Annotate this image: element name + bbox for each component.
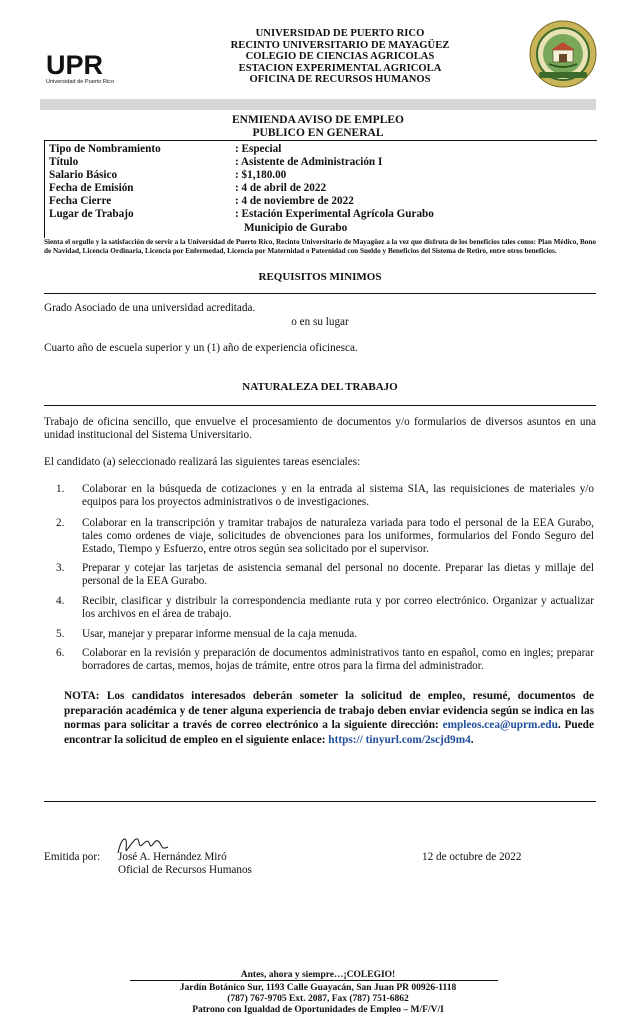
issuer-name: José A. Hernández Miró	[118, 851, 227, 863]
task-number: 5.	[56, 628, 65, 640]
info-value: : 4 de abril de 2022	[235, 182, 327, 194]
info-value: : Especial	[235, 143, 282, 155]
info-value: : Asistente de Administración I	[235, 156, 383, 168]
task-text: Preparar y cotejar las tarjetas de asistencia semanal del personal no docente. Preparar las dietas y millaje del personal de la EEA Gurabo.	[82, 562, 594, 587]
email-link[interactable]: empleos.cea@uprm.edu	[442, 719, 558, 731]
application-url-link[interactable]: https:// tinyurl.com/2scjd9m4	[328, 733, 471, 746]
info-value: : 4 de noviembre de 2022	[235, 195, 354, 207]
job-info-box	[44, 140, 597, 238]
footer-phone: (787) 767-9705 Ext. 2087, Fax (787) 751-6862	[227, 994, 409, 1004]
list-item	[56, 562, 594, 588]
requisito-line-1: Grado Asociado de una universidad acreditada.	[44, 302, 256, 314]
issue-date: 12 de octubre de 2022	[422, 851, 522, 863]
info-value: Municipio de Gurabo	[244, 222, 348, 234]
section-divider	[44, 801, 596, 802]
task-number: 2.	[56, 517, 65, 529]
institution-header	[180, 28, 500, 86]
task-text: Recibir, clasificar y distribuir la correspondencia mediante ruta y por correo electrónico. Organizar y actualizar los archivos en el área de trabajo.	[82, 595, 594, 620]
info-label: Fecha de Emisión	[49, 182, 134, 194]
footer-divider	[130, 980, 498, 981]
info-label: Tipo de Nombramiento	[49, 143, 161, 155]
benefits-text: Sienta el orgullo y la satisfacción de servir a la Universidad de Puerto Rico, Recinto Universitario de Mayagüez a la vez que disfruta de los beneficios tales como: Plan Médico, Bono de Navidad, Licencia Ordinaria, Licencia por Enfermedad, Licencia por Maternidad o Paternidad con Sueldo y Beneficios del Sistema de Retiro, entre otros beneficios.	[44, 238, 596, 255]
naturaleza-intro: El candidato (a) seleccionado realizará las siguientes tareas esenciales:	[44, 456, 361, 468]
header-line: RECINTO UNIVERSITARIO DE MAYAGÜEZ	[230, 39, 450, 51]
naturaleza-title: NATURALEZA DEL TRABAJO	[242, 381, 398, 393]
section-divider	[44, 293, 596, 294]
seal-icon	[529, 20, 597, 88]
note-text: . Puede encontrar la solicitud de empleo en el siguiente enlace:	[64, 719, 594, 746]
task-number: 1.	[56, 483, 65, 495]
list-item	[56, 517, 594, 555]
upr-logo-subtitle: Universidad de Puerto Rico	[46, 79, 115, 85]
info-label: Lugar de Trabajo	[49, 208, 134, 220]
naturaleza-description: Trabajo de oficina sencillo, que envuelve el procesamiento de documentos y/o formularios de diversos asuntos en una unidad institucional del Sistema Universitario.	[44, 416, 596, 441]
footer-address: Jardín Botánico Sur, 1193 Calle Guayacán, San Juan PR 00926-1118	[179, 983, 457, 993]
info-label: Salario Básico	[49, 169, 118, 181]
task-number: 3.	[56, 562, 65, 574]
task-text: Colaborar en la revisión y preparación de documentos administrativos tanto en español, como en ingles; preparar borradores de cartas, memos, hojas de trámite, entre otros para la firma del administrador.	[82, 647, 594, 672]
issuer	[118, 851, 252, 877]
title-line-2: PUBLICO EN GENERAL	[252, 126, 384, 139]
issued-by-label: Emitida por:	[44, 851, 101, 863]
section-divider	[44, 405, 596, 406]
header-line: UNIVERSIDAD DE PUERTO RICO	[255, 28, 425, 39]
upr-logo	[46, 50, 126, 85]
requisitos-title: REQUISITOS MINIMOS	[258, 271, 382, 283]
requisito-line-2: Cuarto año de escuela superior y un (1) año de experiencia oficinesca.	[44, 342, 358, 354]
header-divider-band	[40, 99, 596, 110]
list-item	[56, 483, 594, 509]
title-line-1: ENMIENDA AVISO DE EMPLEO	[231, 114, 404, 126]
task-number: 6.	[56, 647, 65, 659]
info-value: : $1,180.00	[235, 169, 287, 181]
footer-motto: Antes, ahora y siempre…¡COLEGIO!	[240, 970, 396, 980]
document-title	[40, 114, 596, 139]
note-text: .	[470, 733, 474, 746]
list-item	[56, 647, 594, 673]
info-label: Fecha Cierre	[49, 195, 112, 207]
task-text: Colaborar en la búsqueda de cotizaciones y en la entrada al sistema SIA, las requisiciones de materiales y/o equipos para los proyectos administrativos o de investigaciones.	[82, 483, 594, 508]
task-number: 4.	[56, 595, 65, 607]
note-text: NOTA: Los candidatos interesados deberán someter la solicitud de empleo, resumé, documentos de preparación académica y de tener alguna experiencia de trabajo deben enviar evidencia según se indica en las normas para solicitar a través de correo electrónico a la siguiente dirección:	[64, 690, 594, 731]
header-line: ESTACION EXPERIMENTAL AGRICOLA	[238, 62, 442, 74]
requisito-or: o en su lugar	[291, 316, 349, 328]
upr-logo-text: UPR	[46, 50, 104, 80]
info-label: Título	[49, 156, 79, 168]
task-text: Usar, manejar y preparar informe mensual de la caja menuda.	[82, 628, 358, 640]
header-line: OFICINA DE RECURSOS HUMANOS	[249, 74, 431, 86]
application-note	[64, 689, 594, 747]
info-value: : Estación Experimental Agrícola Gurabo	[235, 208, 434, 220]
task-text: Colaborar en la transcripción y tramitar trabajos de naturaleza variada para todo el personal de la EEA Gurabo, tales como ordenes de viaje, solicitudes de obvenciones para los uniformes, formularios del Fondo Seguro del Estado, Tiempo y Esfuerzo, entre otros según sea solicitado por el supervisor.	[82, 517, 594, 555]
list-item	[56, 628, 594, 641]
list-item	[56, 595, 594, 621]
footer	[40, 970, 596, 1016]
header-line: COLEGIO DE CIENCIAS AGRICOLAS	[245, 51, 435, 63]
issuer-role: Oficial de Recursos Humanos	[118, 863, 252, 876]
footer-equal-opportunity: Patrono con Igualdad de Oportunidades de Empleo – M/F/V/I	[192, 1005, 444, 1015]
